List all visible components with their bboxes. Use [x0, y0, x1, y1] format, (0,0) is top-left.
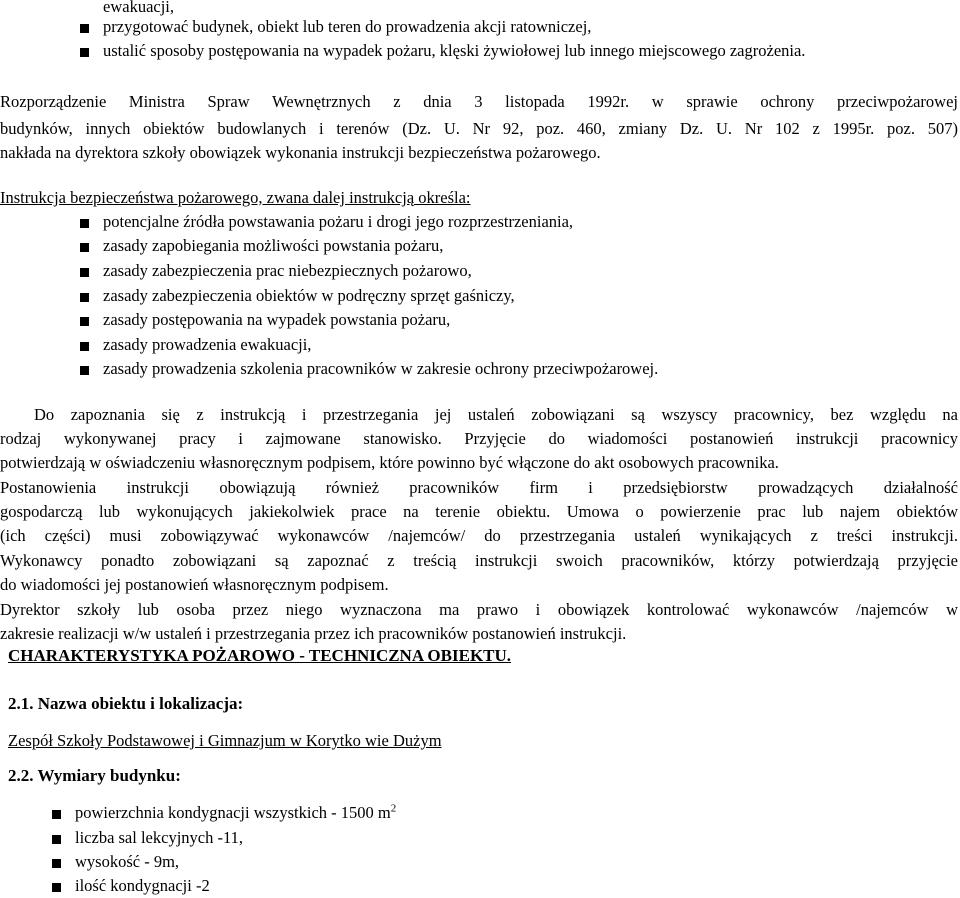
body-line: do wiadomości jej postanowień własnoręcznym podpisem.	[0, 575, 389, 594]
bullet-icon	[80, 317, 89, 326]
list-item	[75, 802, 396, 824]
body-line: rodzaj wykonywanej pracy i zajmowane stanowisko. Przyjęcie do wiadomości postanowień instrukcji pracownicy	[0, 429, 958, 448]
list-item: zasady zabezpieczenia prac niebezpiecznych pożarowo,	[103, 261, 472, 280]
section-title: CHARAKTERYSTYKA POŻAROWO - TECHNICZNA OBIEKTU.	[8, 646, 512, 665]
school-name: Zespół Szkoły Podstawowej i Gimnazjum w Korytko wie Dużym	[8, 731, 442, 750]
body-line: zakresie realizacji w/w ustaleń i przestrzegania przez ich pracowników postanowień instrukcji.	[0, 624, 627, 643]
bullet-icon	[80, 243, 89, 252]
bullet-icon	[52, 835, 61, 844]
area-text: powierzchnia kondygnacji wszystkich - 1500 m	[75, 803, 391, 822]
subsection-heading: 2.1. Nazwa obiektu i lokalizacja:	[8, 694, 244, 713]
bullet-icon	[80, 342, 89, 351]
bullet-icon	[80, 366, 89, 375]
list-item: zasady zabezpieczenia obiektów w podręczny sprzęt gaśniczy,	[103, 286, 515, 305]
subsection-heading: 2.2. Wymiary budynku:	[8, 766, 181, 785]
instruction-heading: Instrukcja bezpieczeństwa pożarowego, zwana dalej instrukcją określa:	[0, 188, 471, 207]
list-item: zasady prowadzenia szkolenia pracowników w zakresie ochrony przeciwpożarowej.	[103, 359, 659, 378]
body-line: Postanowienia instrukcji obowiązują również pracowników firm i przedsiębiorstw prowadzących działalność	[0, 478, 958, 497]
list-item: ilość kondygnacji -2	[75, 876, 210, 895]
list-item: zasady zapobiegania możliwości powstania pożaru,	[103, 236, 444, 255]
body-line: Wykonawcy ponadto zobowiązani są zapoznać z treścią instrukcji swoich pracowników, którzy potwierdzają przyjęcie	[0, 551, 958, 570]
bullet-icon	[80, 48, 89, 57]
list-item: liczba sal lekcyjnych -11,	[75, 828, 243, 847]
list-item: zasady postępowania na wypadek powstania pożaru,	[103, 310, 451, 329]
body-line: gospodarczą lub wykonujących jakiekolwiek prace na terenie obiektu. Umowa o powierzenie prac lub najem obiektów	[0, 502, 958, 521]
regulation-line: Rozporządzenie Ministra Spraw Wewnętrznych z dnia 3 listopada 1992r. w sprawie ochrony przeciwpożarowej	[0, 92, 958, 111]
list-item: przygotować budynek, obiekt lub teren do prowadzenia akcji ratowniczej,	[103, 17, 592, 36]
bullet-icon	[80, 268, 89, 277]
bullet-icon	[52, 859, 61, 868]
list-item: potencjalne źródła powstawania pożaru i drogi jego rozprzestrzeniania,	[103, 212, 574, 231]
body-line: Do zapoznania się z instrukcją i przestrzegania jej ustaleń zobowiązani są wszyscy pracownicy, bez względu na	[34, 405, 958, 424]
bullet-icon	[80, 293, 89, 302]
list-item: zasady prowadzenia ewakuacji,	[103, 335, 312, 354]
body-line: potwierdzają w oświadczeniu własnoręcznym podpisem, które powinno być włączone do akt osobowych pracownika.	[0, 453, 779, 472]
body-line: Dyrektor szkoły lub osoba przez niego wyznaczona ma prawo i obowiązek kontrolować wykonawców /najemców w	[0, 600, 958, 619]
bullet-icon	[80, 24, 89, 33]
list-item: ustalić sposoby postępowania na wypadek pożaru, klęski żywiołowej lub innego miejscowego zagrożenia.	[103, 41, 806, 60]
body-line: (ich części) musi zobowiązywać wykonawców /najemców/ do przestrzegania ustaleń wynikających z treści instrukcji.	[0, 526, 958, 545]
bullet-icon	[80, 219, 89, 228]
regulation-line: budynków, innych obiektów budowlanych i terenów (Dz. U. Nr 92, poz. 460, zmiany Dz. U. Nr 102 z 1995r. poz. 507)	[0, 119, 958, 138]
bullet-icon	[52, 810, 61, 819]
bullet-icon	[52, 883, 61, 892]
regulation-line: nakłada na dyrektora szkoły obowiązek wykonania instrukcji bezpieczeństwa pożarowego.	[0, 143, 601, 162]
list-item: wysokość - 9m,	[75, 852, 180, 871]
list-continuation: ewakuacji,	[103, 0, 175, 16]
area-superscript: 2	[390, 802, 397, 815]
